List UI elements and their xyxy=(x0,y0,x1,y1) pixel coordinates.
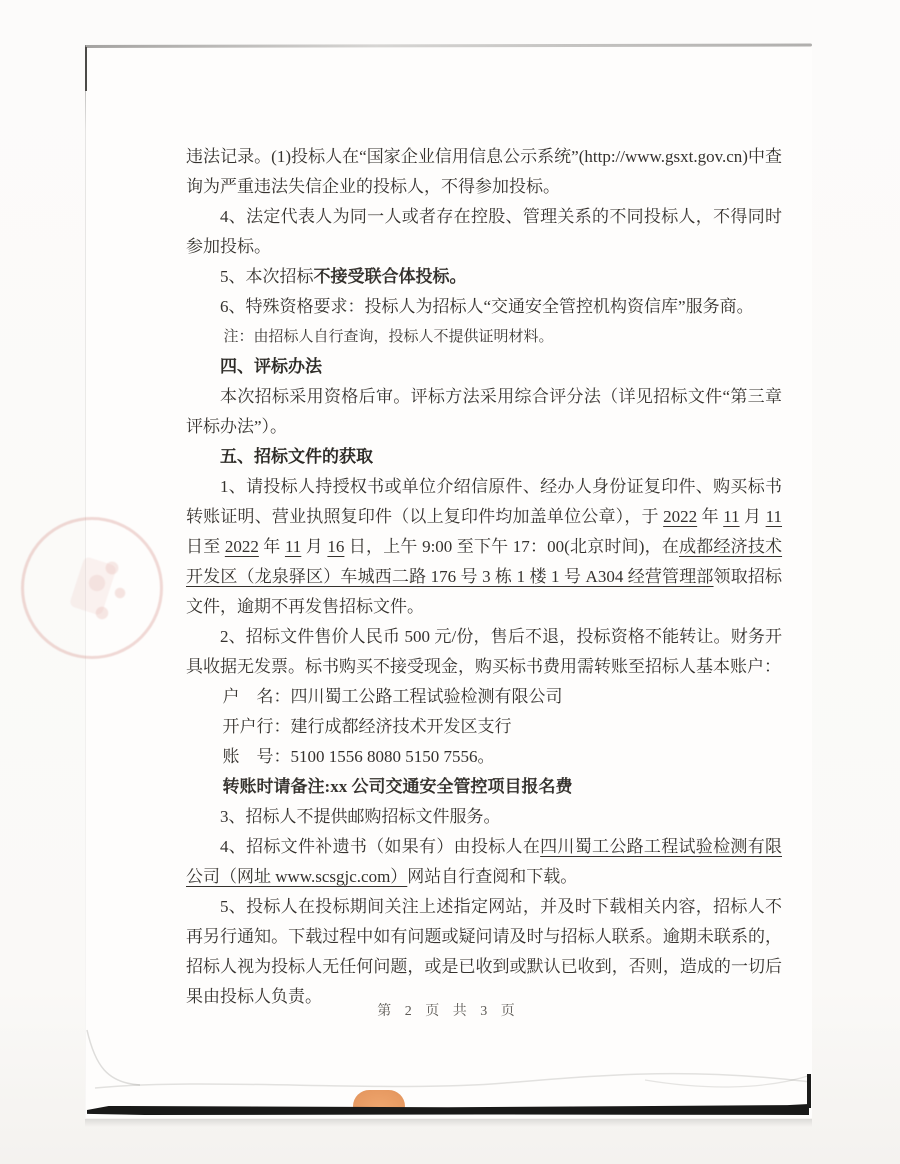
text-segment: 5、投标人在投标期间关注上述指定网站，并及时下载相关内容，招标人不再另行通知。下载过程中如有问题或疑问请及时与招标人联系。逾期未联系的，招标人视为投标人无任何问题，或是已收到或默认已收到，否则，造成的一切后果由投标人负责。 xyxy=(186,897,782,1006)
text-segment: 年 xyxy=(697,507,724,526)
paragraph xyxy=(186,472,782,622)
text-segment: 注：由招标人自行查询，投标人不提供证明材料。 xyxy=(223,329,554,345)
paragraph xyxy=(186,262,782,292)
paragraph xyxy=(186,382,782,442)
text-segment: 本次招标采用资格后审。评标方法采用综合评分法（详见招标文件“第三章评标办法”）。 xyxy=(186,387,782,436)
text-segment: 成都经济技术开发区（龙泉驿区）车城西二路 176 号 3 栋 1 楼 1 号 A304 经营管理部 xyxy=(186,537,783,586)
text-segment: 网站自行查阅和下载。 xyxy=(407,867,578,886)
text-segment: 领取招标文件，逾期不再发售招标文件。 xyxy=(186,567,783,616)
text-segment: 2、招标文件售价人民币 500 元/份，售后不退，投标资格不能转让。财务开具收据无发票。标书购买不接受现金，购买标书费用需转账至招标人基本账户： xyxy=(186,627,782,676)
page-right-edge xyxy=(807,1074,811,1108)
text-segment: 2022 xyxy=(224,537,259,556)
text-segment: 户 名：四川蜀工公路工程试验检测有限公司 xyxy=(222,687,563,706)
page-shadow xyxy=(85,1119,812,1127)
text-segment: 四川蜀工公路工程试验检测有限公司（网址 www.scsgjc.com） xyxy=(186,837,782,886)
document-page xyxy=(85,45,812,1118)
page-edge-mark xyxy=(85,47,87,91)
text-segment: 11 xyxy=(723,507,740,526)
text-segment: 3、招标人不提供邮购招标文件服务。 xyxy=(220,807,501,826)
text-segment: 月 xyxy=(739,507,766,526)
text-segment: 11 xyxy=(765,507,783,526)
text-segment: 转账时请备注: xyxy=(222,777,331,796)
paragraph xyxy=(186,712,782,742)
text-segment: 账 号：5100 1556 8080 5150 7556。 xyxy=(222,747,495,766)
paragraph xyxy=(186,802,782,832)
page-bottom-edge xyxy=(87,1104,809,1115)
text-segment: 五、招标文件的获取 xyxy=(220,447,373,466)
paragraph xyxy=(186,682,782,712)
text-segment: 日至 xyxy=(186,537,225,556)
paragraph xyxy=(186,742,782,772)
text-segment: 月 xyxy=(301,537,328,556)
paragraph xyxy=(186,202,782,262)
text-segment: 11 xyxy=(284,537,302,556)
paragraph xyxy=(186,772,782,802)
paragraph xyxy=(186,352,782,382)
text-segment: 16 xyxy=(327,537,345,556)
text-segment: 日，上午 9:00 至下午 17：00(北京时间)，在 xyxy=(344,537,680,556)
paragraph xyxy=(186,892,782,1012)
paragraph xyxy=(186,292,782,322)
paragraph xyxy=(186,442,782,472)
document-body xyxy=(186,142,782,1012)
paragraph xyxy=(186,832,782,892)
text-segment: 不接受联合体投标。 xyxy=(313,267,467,286)
page-number-footer: 第 2 页 共 3 页 xyxy=(377,1004,520,1019)
text-segment: 年 xyxy=(258,537,285,556)
text-segment: 2022 xyxy=(663,507,698,526)
text-segment: 违法记录。(1)投标人在“国家企业信用信息公示系统”(http://www.gsxt.gov.cn)中查询为严重违法失信企业的投标人，不得参加投标。 xyxy=(186,147,782,196)
paragraph xyxy=(186,142,782,202)
text-segment: 1、请投标人持授权书或单位介绍信原件、经办人身份证复印件、购买标书转账证明、营业执照复印件（以上复印件均加盖单位公章），于 xyxy=(186,477,782,526)
text-segment: 4、法定代表人为同一人或者存在控股、管理关系的不同投标人，不得同时参加投标。 xyxy=(186,207,782,256)
text-segment: 5、本次招标 xyxy=(220,267,314,286)
text-segment: 四、评标办法 xyxy=(220,357,322,376)
text-segment: 6、特殊资格要求：投标人为招标人“交通安全管控机构资信库”服务商。 xyxy=(220,297,754,316)
red-seal-stamp xyxy=(21,517,163,659)
text-segment: 4、招标文件补遗书（如果有）由投标人在 xyxy=(220,837,541,856)
paragraph xyxy=(186,622,782,682)
text-segment: xx 公司交通安全管控项目报名费 xyxy=(330,777,573,796)
text-segment: 开户行：建行成都经济技术开发区支行 xyxy=(222,717,512,736)
paragraph xyxy=(186,322,782,352)
page-top-crease xyxy=(85,43,812,48)
